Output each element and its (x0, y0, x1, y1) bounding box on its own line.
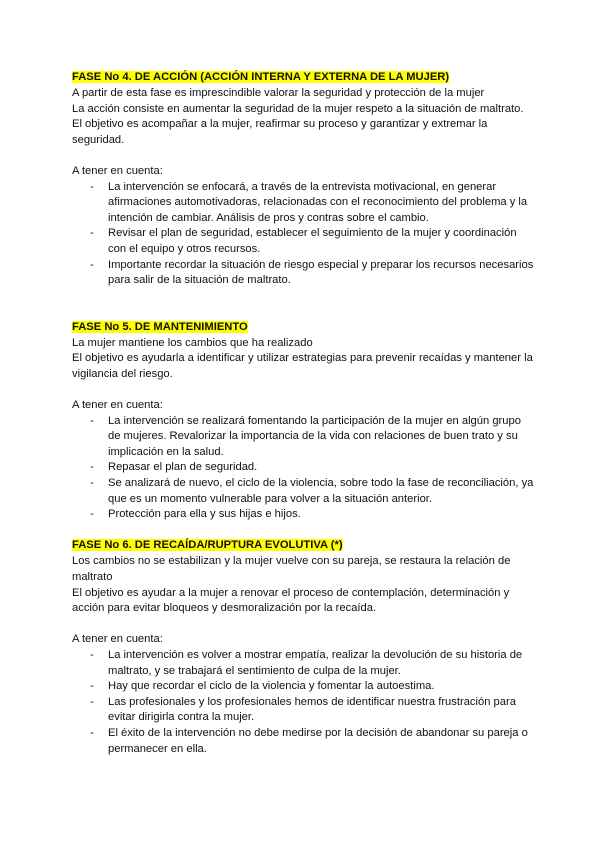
section-fase-4 (72, 70, 536, 289)
list-item: - El éxito de la intervención no debe medirse por la decisión de abandonar su pareja o permanecer en ella. (86, 726, 536, 757)
section-fase-6 (72, 538, 536, 757)
section-fase-5 (72, 320, 536, 523)
section-heading: FASE No 6. DE RECAÍDA/RUPTURA EVOLUTIVA (*) (72, 539, 343, 552)
tener-en-cuenta-label: A tener en cuenta: (72, 164, 163, 177)
bullet-list (72, 180, 536, 289)
section-heading: FASE No 5. DE MANTENIMIENTO (72, 320, 248, 333)
paragraph: Los cambios no se estabilizan y la mujer vuelve con su pareja, se restaura la relación de maltrato (72, 555, 511, 584)
list-item: - Protección para ella y sus hijas e hijos. (86, 507, 536, 523)
paragraph: El objetivo es acompañar a la mujer, reafirmar su proceso y garantizar y extremar la seguridad. (72, 118, 488, 146)
bullet-list (72, 648, 536, 757)
paragraph: La acción consiste en aumentar la seguridad de la mujer respeto a la situación de maltrato. (72, 102, 524, 115)
list-item: - Hay que recordar el ciclo de la violencia y fomentar la autoestima. (86, 679, 536, 695)
section-heading: FASE No 4. DE ACCIÓN (ACCIÓN INTERNA Y EXTERNA DE LA MUJER) (72, 71, 450, 83)
list-item: - La intervención se realizará fomentando la participación de la mujer en algún grupo de mujeres. Revalorizar la importancia de la vida con relaciones de buen trato y su implicación en la salud. (86, 414, 536, 461)
list-item: - La intervención es volver a mostrar empatía, realizar la devolución de su historia de maltrato, y se trabajará el sentimiento de culpa de la mujer. (86, 648, 536, 679)
list-item: - Revisar el plan de seguridad, establecer el seguimiento de la mujer y coordinación con el equipo y otros recursos. (86, 226, 536, 257)
list-item: - Se analizará de nuevo, el ciclo de la violencia, sobre todo la fase de reconciliación, ya que es un momento vulnerable para volver a la situación anterior. (86, 476, 536, 507)
paragraph: El objetivo es ayudarla a identificar y utilizar estrategias para prevenir recaídas y mantener la vigilancia del riesgo. (72, 352, 533, 380)
list-item: - Repasar el plan de seguridad. (86, 460, 536, 476)
bullet-list (72, 414, 536, 523)
tener-en-cuenta-label: A tener en cuenta: (72, 633, 163, 646)
list-item: - Las profesionales y los profesionales hemos de identificar nuestra frustración para evitar dirigirla contra la mujer. (86, 695, 536, 726)
paragraph: La mujer mantiene los cambios que ha realizado (72, 336, 313, 349)
tener-en-cuenta-label: A tener en cuenta: (72, 399, 163, 412)
list-item: - Importante recordar la situación de riesgo especial y preparar los recursos necesarios para salir de la situación de maltrato. (86, 258, 536, 289)
list-item: - La intervención se enfocará, a través de la entrevista motivacional, en generar afirmaciones automotivadoras, relacionadas con el reconocimiento del problema y la intención de cambiar. Análisis de pros y contras sobre el cambio. (86, 180, 536, 227)
paragraph: El objetivo es ayudar a la mujer a renovar el proceso de contemplación, determinación y acción para evitar bloqueos y desmoralización por la recaída. (72, 586, 510, 615)
paragraph: A partir de esta fase es imprescindible valorar la seguridad y protección de la mujer (72, 87, 485, 99)
